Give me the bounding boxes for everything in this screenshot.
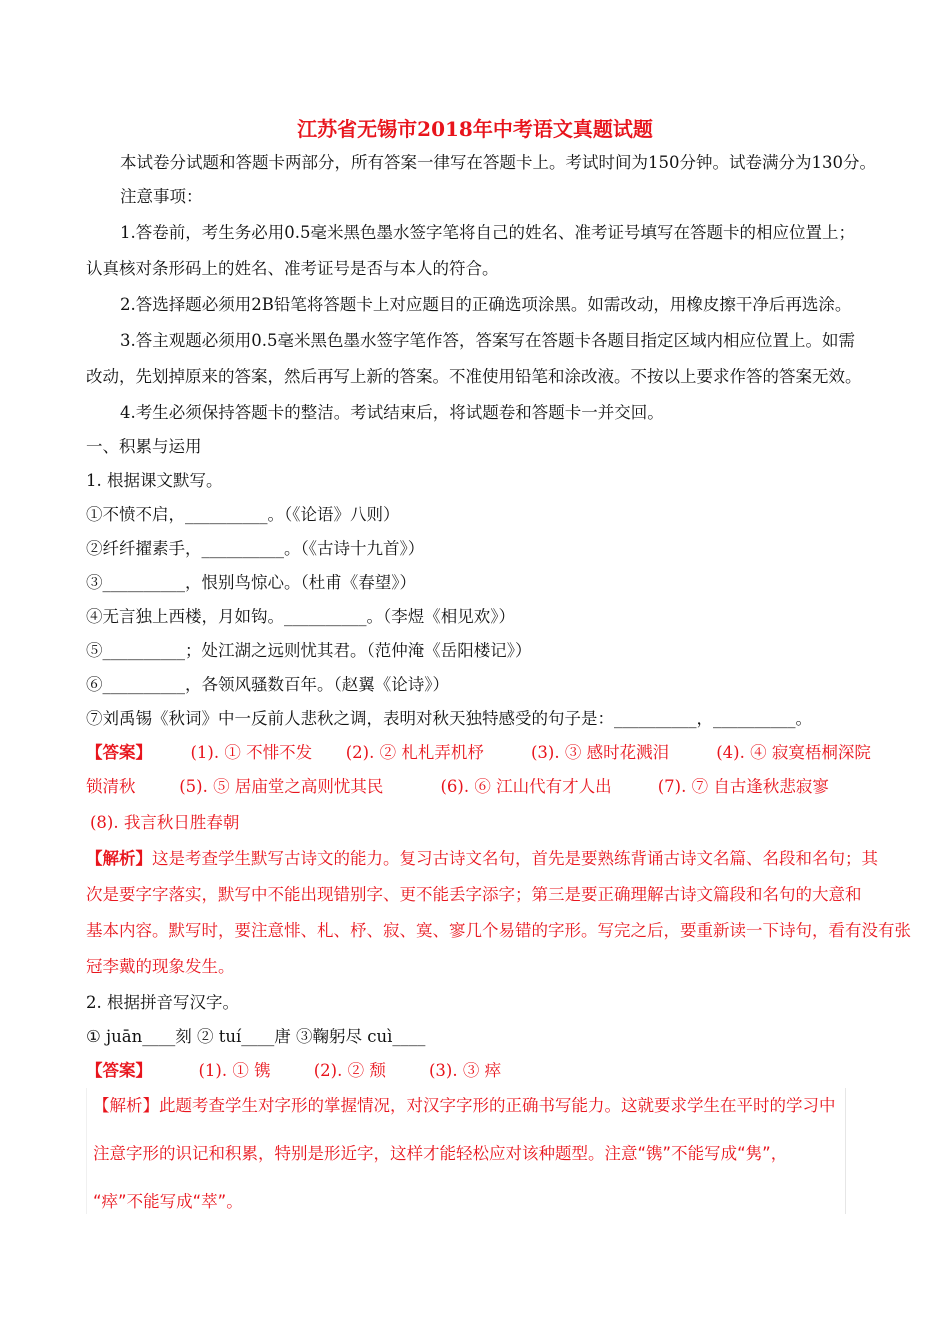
notice-item-3: 3.答主观题必须用0.5毫米黑色墨水签字笔作答，答案写在答题卡各题目指定区域内相应位置上。如需 [120, 331, 855, 350]
question-2-items: ① juān____刻 ② tuí____唐 ③鞠躬尽 cuì____ [86, 1027, 426, 1046]
question-1-item: ③__________，恨别鸟惊心。（杜甫《春望》） [86, 573, 416, 592]
notice-item-3-cont: 改动，先划掉原来的答案，然后再写上新的答案。不准使用铅笔和涂改液。不按以上要求作答的答案无效。 [86, 367, 862, 386]
answer-row [86, 742, 871, 764]
question-1-stem: 1. 根据课文默写。 [86, 471, 223, 490]
analysis-label: 【解析】 [86, 849, 152, 868]
analysis-line: 冠李戴的现象发生。 [86, 957, 235, 976]
answer-label: 【答案】 [86, 1061, 152, 1080]
answer-item: (3). ③ 瘁 [429, 1061, 502, 1080]
question-1-item: ⑤__________；处江湖之远则忧其君。（范仲淹《岳阳楼记》） [86, 641, 532, 660]
answer-row [86, 776, 829, 798]
intro-text: 本试卷分试题和答题卡两部分，所有答案一律写在答题卡上。考试时间为150分钟。试卷满分为130分。 [120, 153, 876, 172]
question-1-item: ②纤纤擢素手，__________。（《古诗十九首》） [86, 539, 425, 558]
question-1-item: ④无言独上西楼，月如钩。__________。（李煜《相见欢》） [86, 607, 515, 626]
page-title: 江苏省无锡市2018年中考语文真题试题 [297, 117, 653, 141]
analysis-line: 注意字形的识记和积累，特别是形近字，这样才能轻松应对该种题型。注意“镌”不能写成“隽”， [93, 1144, 788, 1163]
answer-item: (5). ⑤ 居庙堂之高则忧其民 [179, 777, 384, 796]
answer-item: (8). 我言秋日胜春朝 [90, 813, 240, 832]
notice-item-1: 1.答卷前，考生务必用0.5毫米黑色墨水签字笔将自己的姓名、准考证号填写在答题卡的相应位置上； [120, 223, 855, 242]
answer-item: (4). ④ 寂寞梧桐深院 [716, 743, 871, 762]
analysis-line: 【解析】此题考查学生对字形的掌握情况，对汉字字形的正确书写能力。这就要求学生在平时的学习中 [93, 1096, 836, 1115]
answer-item: (2). ② 札札弄机杼 [345, 743, 484, 762]
notice-item-4: 4.考生必须保持答题卡的整洁。考试结束后，将试题卷和答题卡一并交回。 [120, 403, 664, 422]
answer-item: (1). ① 不悱不发 [190, 743, 313, 762]
answer-item: 锁清秋 [86, 777, 136, 796]
notice-item-2: 2.答选择题必须用2B铅笔将答题卡上对应题目的正确选项涂黑。如需改动，用橡皮擦干净后再选涂。 [120, 295, 852, 314]
answer-item: (3). ③ 感时花溅泪 [531, 743, 670, 762]
notice-heading: 注意事项： [120, 187, 203, 206]
answer-label: 【答案】 [86, 743, 152, 762]
analysis-line: 次是要字字落实，默写中不能出现错别字、更不能丢字添字；第三是要正确理解古诗文篇段和名句的大意和 [86, 885, 862, 904]
analysis-line: 基本内容。默写时，要注意悱、札、杼、寂、寞、寥几个易错的字形。写完之后，要重新读一下诗句，看有没有张 [86, 921, 911, 940]
answer-item: (7). ⑦ 自古逢秋悲寂寥 [657, 777, 829, 796]
question-1-item: ⑦刘禹锡《秋词》中一反前人悲秋之调，表明对秋天独特感受的句子是：__________，__________。 [86, 709, 812, 728]
answer-row [86, 1060, 501, 1082]
notice-item-1-cont: 认真核对条形码上的姓名、准考证号是否与本人的符合。 [86, 259, 499, 278]
analysis-line: “瘁”不能写成“萃”。 [93, 1192, 243, 1211]
analysis-text: 这是考查学生默写古诗文的能力。复习古诗文名句，首先是要熟练背诵古诗文名篇、名段和名句；其 [152, 849, 878, 868]
analysis-line [86, 848, 878, 870]
question-1-item: ⑥__________，各领风骚数百年。（赵翼《论诗》） [86, 675, 449, 694]
answer-item: (2). ② 颓 [313, 1061, 386, 1080]
question-1-item: ①不愤不启，__________。（《论语》八则） [86, 505, 400, 524]
answer-item: (6). ⑥ 江山代有才人出 [440, 777, 612, 796]
section-heading: 一、积累与运用 [86, 437, 202, 456]
analysis-image [86, 1088, 846, 1214]
answer-item: (1). ① 镌 [198, 1061, 271, 1080]
question-2-stem: 2. 根据拼音写汉字。 [86, 993, 239, 1012]
